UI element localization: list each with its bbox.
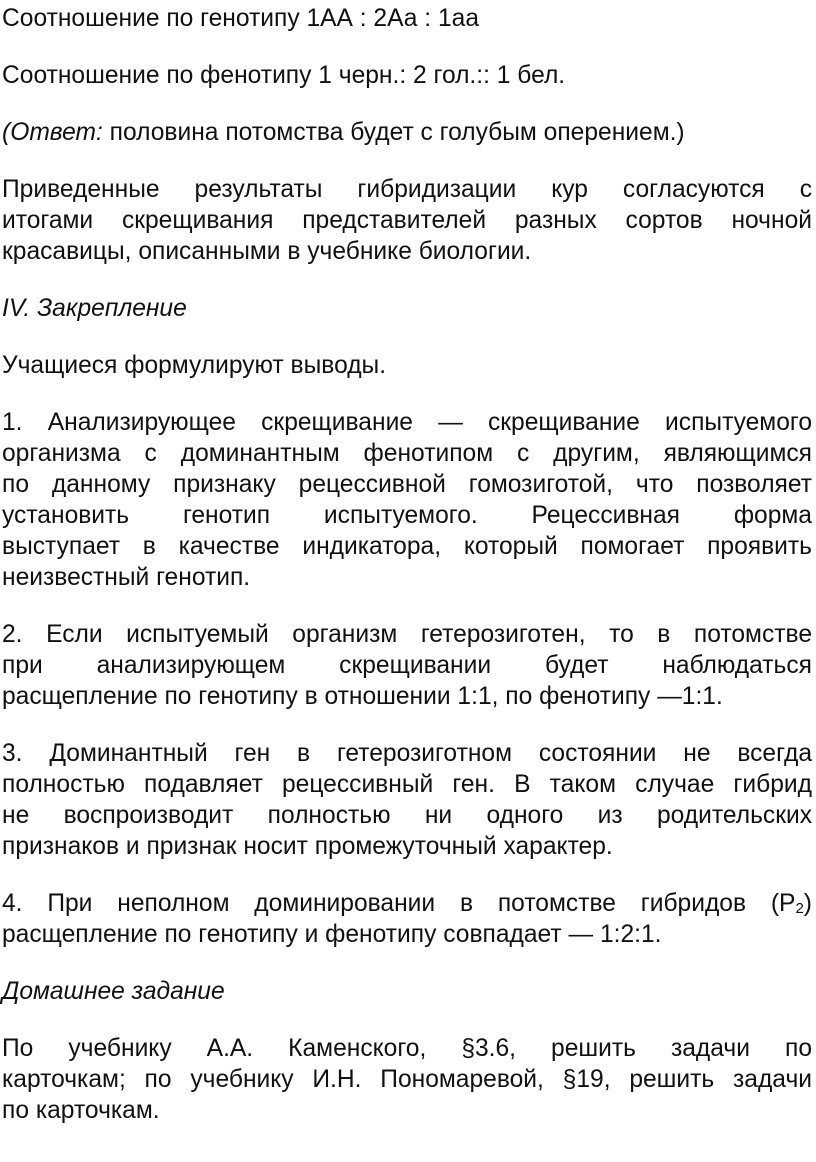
- homework-line-1: По учебнику А.А. Каменского, §3.6, решить задачи по: [2, 1035, 812, 1062]
- conclusion-3-line-3: не воспроизводит полностью ни одного из родительских: [2, 802, 812, 829]
- conclusion-2-line-3: расщепление по генотипу в отношении 1:1, по фенотипу —1:1.: [2, 683, 723, 710]
- conclusion-3-line-2: полностью подавляет рецессивный ген. В таком случае гибрид: [2, 771, 812, 798]
- conclusion-3-line-4: признаков и признак носит промежуточный характер.: [2, 833, 613, 860]
- genotype-ratio-line: Соотношение по генотипу 1АА : 2Аа : 1аа: [2, 5, 479, 32]
- students-conclusions-line: Учащиеся формулируют выводы.: [2, 352, 387, 379]
- conclusion-4-subscript: 2: [795, 900, 804, 917]
- answer-label: (Ответ:: [2, 119, 103, 146]
- conclusion-4-text-b: ): [803, 890, 812, 917]
- conclusion-3-line-1: 3. Доминантный ген в гетерозиготном состоянии не всегда: [2, 740, 812, 767]
- answer-line: [2, 117, 685, 148]
- homework-heading: Домашнее задание: [2, 978, 225, 1005]
- conclusion-1-line-6: неизвестный генотип.: [2, 564, 251, 591]
- conclusion-2-line-1: 2. Если испытуемый организм гетерозиготен, то в потомстве: [2, 621, 812, 648]
- paragraph-hybridization-line-1: Приведенные результаты гибридизации кур согласуются с: [2, 176, 812, 203]
- conclusion-4-line-1: [2, 888, 812, 919]
- conclusion-1-line-4: установить генотип испытуемого. Рецессивная форма: [2, 502, 812, 529]
- homework-line-3: по карточкам.: [2, 1097, 160, 1124]
- conclusion-4-text-a: 4. При неполном доминировании в потомстве гибридов (Р: [2, 890, 796, 917]
- paragraph-hybridization-line-3: красавицы, описанными в учебнике биологии.: [2, 238, 532, 265]
- section-heading-consolidation: IV. Закрепление: [2, 295, 187, 322]
- conclusion-4-line-2: расщепление по генотипу и фенотипу совпадает — 1:2:1.: [2, 921, 662, 948]
- answer-text: половина потомства будет с голубым оперением.): [102, 119, 685, 146]
- conclusion-2-line-2: при анализирующем скрещивании будет наблюдаться: [2, 652, 812, 679]
- conclusion-1-line-1: 1. Анализирующее скрещивание — скрещивание испытуемого: [2, 409, 812, 436]
- homework-line-2: карточкам; по учебнику И.Н. Пономаревой, §19, решить задачи: [2, 1066, 812, 1093]
- conclusion-1-line-3: по данному признаку рецессивной гомозиготой, что позволяет: [2, 471, 812, 498]
- paragraph-hybridization-line-2: итогами скрещивания представителей разных сортов ночной: [2, 207, 812, 234]
- conclusion-1-line-2: организма с доминантным фенотипом с другим, являющимся: [2, 440, 812, 467]
- phenotype-ratio-line: Соотношение по фенотипу 1 черн.: 2 гол.:: 1 бел.: [2, 62, 566, 89]
- conclusion-1-line-5: выступает в качестве индикатора, который помогает проявить: [2, 533, 812, 560]
